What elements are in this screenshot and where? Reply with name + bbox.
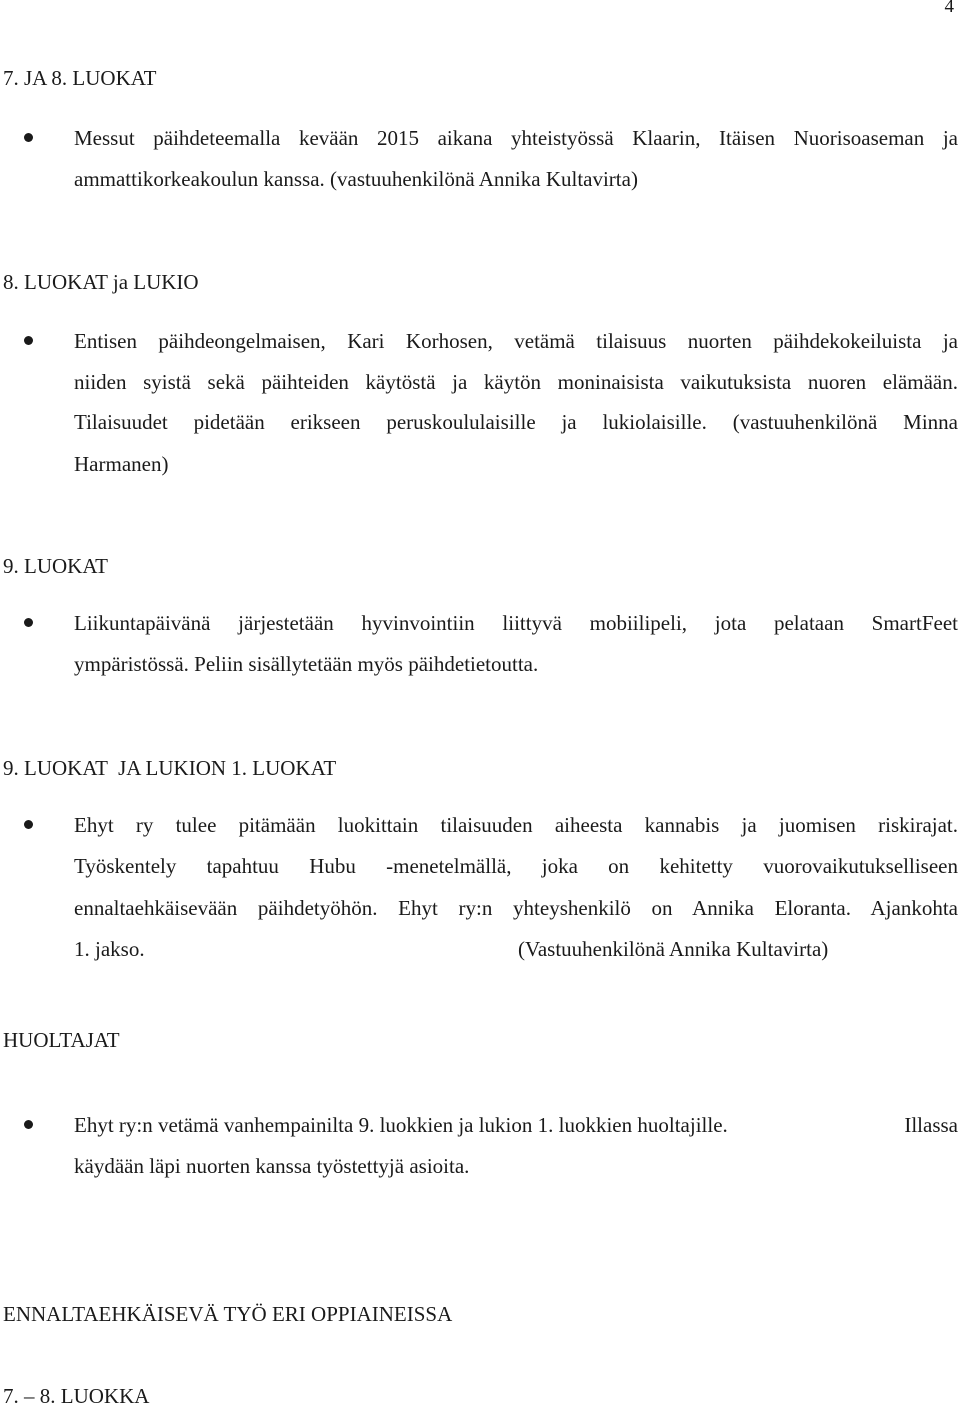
- section-heading: 9. LUOKAT: [3, 554, 108, 578]
- section-heading: ENNALTAEHKÄISEVÄ TYÖ ERI OPPIAINEISSA: [3, 1302, 453, 1326]
- text-line: käydään läpi nuorten kanssa työstettyjä asioita.: [74, 1154, 470, 1178]
- text-line: Messut päihdeteemalla kevään 2015 aikana yhteistyössä Klaarin, Itäisen Nuorisoaseman ja: [74, 126, 958, 150]
- text-line: Tilaisuudet pidetään erikseen peruskoululaisille ja lukiolaisille. (vastuuhenkilönä Minna: [74, 410, 958, 434]
- text-fragment: Illassa: [904, 1113, 958, 1137]
- bullet-icon: [24, 1120, 33, 1129]
- text-line: Ehyt ry tulee pitämään luokittain tilaisuuden aiheesta kannabis ja juomisen riskirajat.: [74, 813, 958, 837]
- text-fragment: Ehyt ry:n vetämä vanhempainilta 9. luokkien ja lukion 1. luokkien huoltajille.: [74, 1113, 728, 1137]
- text-line: Harmanen): [74, 452, 169, 476]
- text-line: [74, 1111, 958, 1139]
- text-line: ympäristössä. Peliin sisällytetään myös päihdetietoutta.: [74, 652, 539, 676]
- text-line: niiden syistä sekä päihteiden käytöstä ja käytön moninaisista vaikutuksista nuoren elämään.: [74, 370, 958, 394]
- text-line: Työskentely tapahtuu Hubu -menetelmällä, joka on kehitetty vuorovaikutukselliseen: [74, 854, 958, 878]
- text-line: Liikuntapäivänä järjestetään hyvinvointiin liittyvä mobiilipeli, jota pelataan SmartFeet: [74, 611, 958, 635]
- bullet-icon: [24, 820, 33, 829]
- text-line: ennaltaehkäisevään päihdetyöhön. Ehyt ry:n yhteyshenkilö on Annika Eloranta. Ajankohta: [74, 896, 958, 920]
- text-line: ammattikorkeakoulun kanssa. (vastuuhenkilönä Annika Kultavirta): [74, 167, 638, 191]
- section-heading: 8. LUOKAT ja LUKIO: [3, 270, 199, 294]
- text-line: 1. jakso.: [74, 937, 145, 961]
- responsible-person: (Vastuuhenkilönä Annika Kultavirta): [518, 937, 829, 961]
- text-line: Entisen päihdeongelmaisen, Kari Korhosen, vetämä tilaisuus nuorten päihdekokeiluista ja: [74, 329, 958, 353]
- section-heading: 7. JA 8. LUOKAT: [3, 66, 157, 90]
- page-number: 4: [944, 0, 954, 17]
- section-heading: HUOLTAJAT: [3, 1028, 120, 1052]
- bullet-icon: [24, 336, 33, 345]
- section-heading: 9. LUOKAT JA LUKION 1. LUOKAT: [3, 756, 337, 780]
- section-heading: 7. – 8. LUOKKA: [3, 1384, 150, 1408]
- bullet-icon: [24, 618, 33, 627]
- bullet-icon: [24, 133, 33, 142]
